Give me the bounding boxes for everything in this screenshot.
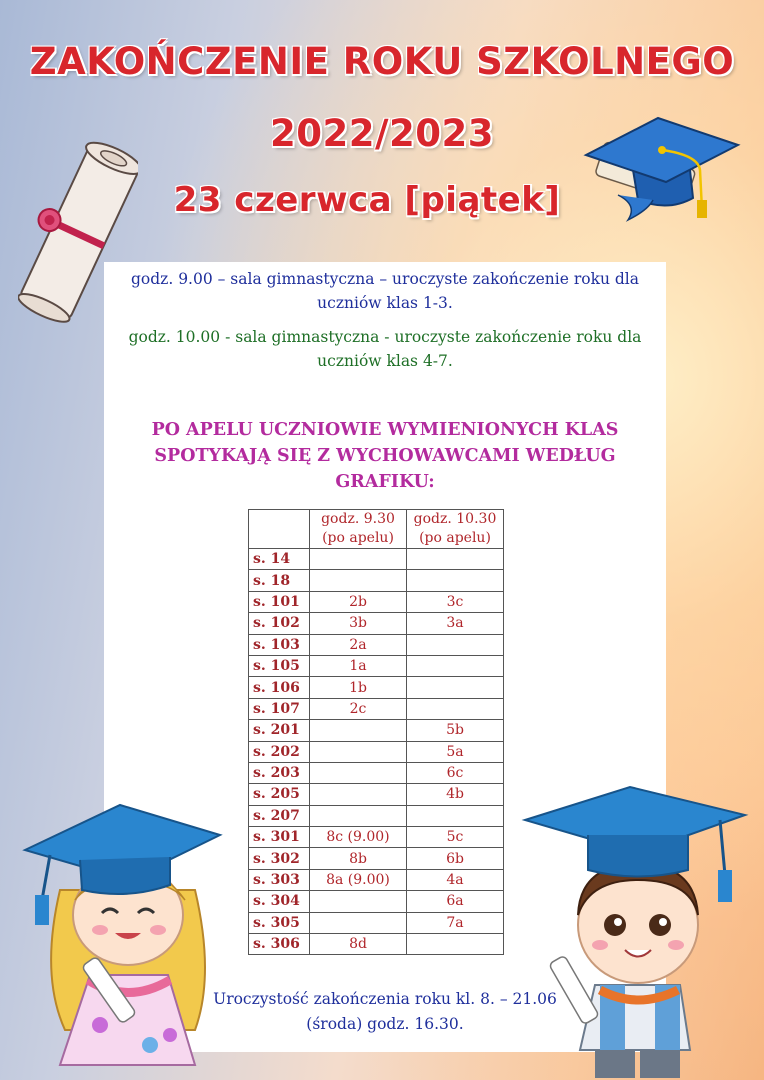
table-header-room [249, 510, 310, 549]
class-930-cell [310, 912, 407, 933]
schedule-table [248, 509, 504, 955]
class-930-cell [310, 549, 407, 570]
class-1030-cell [407, 805, 504, 826]
class-930-cell: 1b [310, 677, 407, 698]
table-header-row [249, 510, 504, 549]
table-row [249, 784, 504, 805]
room-cell: s. 102 [249, 613, 310, 634]
room-cell: s. 205 [249, 784, 310, 805]
class-1030-cell: 4b [407, 784, 504, 805]
class-930-cell: 3b [310, 613, 407, 634]
class-930-cell: 8c (9.00) [310, 827, 407, 848]
class-930-cell [310, 720, 407, 741]
class-1030-cell [407, 634, 504, 655]
room-cell: s. 303 [249, 869, 310, 890]
schedule-info-classes-1-3: godz. 9.00 – sala gimnastyczna – uroczyste zakończenie roku dla uczniów klas 1-3. [131, 270, 639, 312]
room-cell: s. 203 [249, 762, 310, 783]
class-1030-cell: 6b [407, 848, 504, 869]
class-930-cell [310, 762, 407, 783]
room-cell: s. 207 [249, 805, 310, 826]
class-1030-cell: 5c [407, 827, 504, 848]
class-930-cell [310, 570, 407, 591]
table-row [249, 720, 504, 741]
class-930-cell: 8b [310, 848, 407, 869]
table-row [249, 655, 504, 676]
class-1030-cell [407, 570, 504, 591]
table-row [249, 677, 504, 698]
meeting-heading: PO APELU UCZNIOWIE WYMIENIONYCH KLAS SPOTYKAJĄ SIĘ Z WYCHOWAWCAMI WEDŁUG GRAFIKU: [151, 420, 619, 492]
room-cell: s. 107 [249, 698, 310, 719]
room-cell: s. 105 [249, 655, 310, 676]
room-cell: s. 304 [249, 891, 310, 912]
boy-graduate-illustration [520, 785, 750, 1080]
table-row [249, 634, 504, 655]
table-row [249, 698, 504, 719]
table-row [249, 869, 504, 890]
table-header-930: godz. 9.30 (po apelu) [310, 510, 407, 549]
class-1030-cell: 3a [407, 613, 504, 634]
table-header-1030: godz. 10.30 (po apelu) [407, 510, 504, 549]
table-row [249, 762, 504, 783]
table-row [249, 741, 504, 762]
title-line-1: ZAKOŃCZENIE ROKU SZKOLNEGO [29, 40, 735, 83]
table-row [249, 805, 504, 826]
table-row [249, 827, 504, 848]
room-cell: s. 18 [249, 570, 310, 591]
class-1030-cell [407, 677, 504, 698]
class-930-cell: 2a [310, 634, 407, 655]
table-row [249, 934, 504, 955]
girl-graduate-illustration [20, 795, 235, 1080]
footer-line-2: (środa) godz. 16.30. [306, 1015, 464, 1033]
room-cell: s. 201 [249, 720, 310, 741]
class-930-cell: 2c [310, 698, 407, 719]
class-1030-cell: 7a [407, 912, 504, 933]
class-1030-cell [407, 934, 504, 955]
table-row [249, 613, 504, 634]
room-cell: s. 302 [249, 848, 310, 869]
graduation-cap-icon [578, 100, 743, 235]
room-cell: s. 306 [249, 934, 310, 955]
class-1030-cell: 5b [407, 720, 504, 741]
room-cell: s. 106 [249, 677, 310, 698]
class-1030-cell: 4a [407, 869, 504, 890]
table-row [249, 912, 504, 933]
class-930-cell: 8a (9.00) [310, 869, 407, 890]
title-line-3: 23 czerwca [piątek] [173, 180, 561, 220]
room-cell: s. 202 [249, 741, 310, 762]
title-line-2: 2022/2023 [270, 112, 494, 155]
table-row [249, 891, 504, 912]
room-cell: s. 101 [249, 591, 310, 612]
room-cell: s. 305 [249, 912, 310, 933]
class-1030-cell [407, 655, 504, 676]
class-1030-cell: 6c [407, 762, 504, 783]
room-cell: s. 301 [249, 827, 310, 848]
class-1030-cell [407, 549, 504, 570]
room-cell: s. 103 [249, 634, 310, 655]
table-row [249, 848, 504, 869]
table-row [249, 570, 504, 591]
class-930-cell: 2b [310, 591, 407, 612]
class-930-cell [310, 741, 407, 762]
class-930-cell [310, 805, 407, 826]
class-1030-cell: 3c [407, 591, 504, 612]
class-930-cell: 8d [310, 934, 407, 955]
table-row [249, 591, 504, 612]
class-930-cell: 1a [310, 655, 407, 676]
class-1030-cell: 6a [407, 891, 504, 912]
room-cell: s. 14 [249, 549, 310, 570]
schedule-info-classes-4-7: godz. 10.00 - sala gimnastyczna - uroczyste zakończenie roku dla uczniów klas 4-7. [128, 328, 642, 370]
table-row [249, 549, 504, 570]
class-1030-cell: 5a [407, 741, 504, 762]
class-1030-cell [407, 698, 504, 719]
footer-line-1: Uroczystość zakończenia roku kl. 8. – 21.06 [213, 990, 557, 1008]
class-930-cell [310, 891, 407, 912]
class-930-cell [310, 784, 407, 805]
